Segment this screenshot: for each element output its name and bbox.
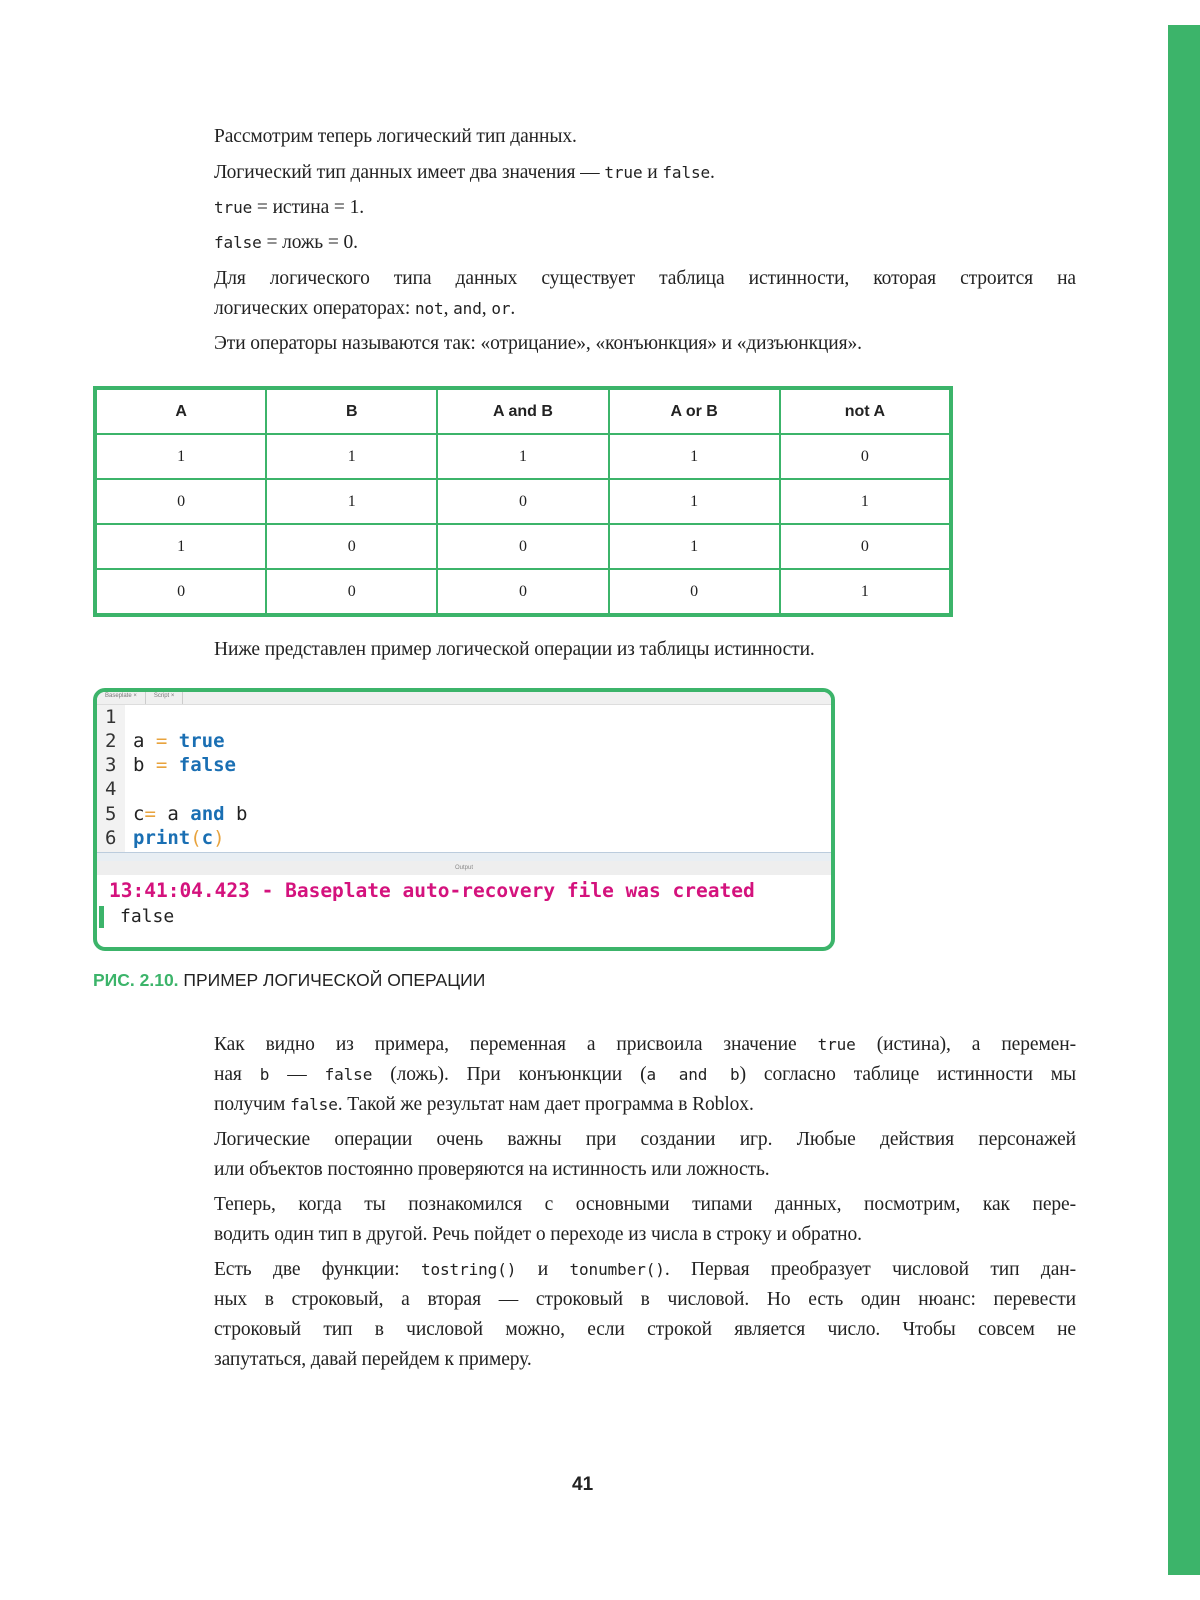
cell: 1 <box>780 479 951 524</box>
header-cell: A <box>95 388 266 434</box>
text-line <box>214 228 1076 258</box>
header-cell: B <box>266 388 437 434</box>
cell: 0 <box>437 479 608 524</box>
line-number: 3 <box>105 754 117 776</box>
text: — <box>269 1064 325 1085</box>
header-cell: not A <box>780 388 951 434</box>
text: Логический тип данных имеет два значения — <box>214 162 605 183</box>
cell: 0 <box>437 569 608 615</box>
text-line <box>214 1255 1076 1285</box>
token: and <box>190 803 225 825</box>
text-line: Ниже представлен пример логической операции из таблицы истинности. <box>214 639 815 660</box>
table-row <box>95 524 951 569</box>
figure-caption <box>93 970 485 991</box>
line-number: 6 <box>105 827 117 849</box>
text-line: Для логического типа данных существует таблица истинности, которая строится на <box>214 268 1076 289</box>
code-line <box>105 729 225 754</box>
text: , <box>481 298 492 319</box>
text-line <box>214 1060 1076 1090</box>
line-number: 4 <box>105 778 117 800</box>
text: = ложь = 0. <box>261 232 358 253</box>
output-line: false <box>99 906 831 928</box>
code-inline: false <box>290 1095 338 1114</box>
text-line: ных в строковый, а вторая — строковый в числовой. Но есть один нюанс: перевести <box>214 1289 1076 1310</box>
token: = <box>155 754 168 776</box>
text-line: Теперь, когда ты познакомился с основными типами данных, посмотрим, как пере- <box>214 1194 1076 1215</box>
text: Как видно из примера, переменная <box>214 1034 587 1055</box>
code-inline: or <box>491 299 511 318</box>
token: ) <box>213 827 225 849</box>
cell: 1 <box>266 479 437 524</box>
text-line: Рассмотрим теперь логический тип данных. <box>214 126 577 147</box>
code-line <box>105 777 133 802</box>
code-screenshot <box>93 688 835 951</box>
cell: 1 <box>95 524 266 569</box>
cell: 1 <box>609 479 780 524</box>
text: a <box>586 1034 596 1055</box>
line-number: 2 <box>105 730 117 752</box>
tab-baseplate: Baseplate × <box>97 692 146 704</box>
text-line: Логические операции очень важны при создании игр. Любые действия персонажей <box>214 1129 1076 1150</box>
text: , <box>443 298 454 319</box>
text: = истина = 1. <box>252 197 364 218</box>
cell: 0 <box>95 569 266 615</box>
cell: 0 <box>95 479 266 524</box>
token: false <box>178 754 236 776</box>
token: = <box>155 730 168 752</box>
figure-title: ПРИМЕР ЛОГИЧЕСКОЙ ОПЕРАЦИИ <box>178 970 486 990</box>
code-inline: true <box>214 198 253 217</box>
line-number: 1 <box>105 706 117 728</box>
text-line: Эти операторы называются так: «отрицание», «конъюнкция» и «дизъюнкция». <box>214 333 862 354</box>
cell: 0 <box>437 524 608 569</box>
text: ) согласно таблице истинности мы <box>739 1064 1077 1085</box>
cell: 1 <box>266 434 437 479</box>
code-inline: b <box>259 1065 270 1084</box>
cell: 0 <box>266 569 437 615</box>
cell: 0 <box>266 524 437 569</box>
tab-script: Script × <box>146 692 184 704</box>
cell: 0 <box>780 434 951 479</box>
code-line <box>105 826 225 851</box>
cell: 1 <box>437 434 608 479</box>
output-panel-header: Output <box>97 861 831 875</box>
text: и <box>642 162 663 183</box>
cell: 1 <box>95 434 266 479</box>
code-inline: a and b <box>646 1065 740 1084</box>
text: получим <box>214 1094 291 1115</box>
line-number: 5 <box>105 803 117 825</box>
text: . Такой же результат нам дает программа в Roblox. <box>337 1094 754 1115</box>
page-edge-green-bar <box>1168 25 1200 1575</box>
text-line: запутаться, давай перейдем к примеру. <box>214 1349 532 1370</box>
text: (истина), а перемен- <box>855 1034 1076 1055</box>
table-row <box>95 569 951 615</box>
token: c <box>133 803 145 825</box>
cell: 1 <box>780 569 951 615</box>
header-cell: A and B <box>437 388 608 434</box>
text: логических операторах: <box>214 298 415 319</box>
token: b <box>224 803 248 825</box>
text: присвоила значение <box>595 1034 818 1055</box>
code-inline: tostring() <box>420 1260 517 1279</box>
table-row <box>95 479 951 524</box>
page-number: 41 <box>572 1474 594 1495</box>
text: . Первая преобразует числовой тип дан- <box>664 1259 1076 1280</box>
cell: 0 <box>780 524 951 569</box>
table-row <box>95 434 951 479</box>
header-cell: A or B <box>609 388 780 434</box>
text: . <box>710 162 715 183</box>
token: b <box>133 754 156 776</box>
editor-tabs <box>97 692 831 705</box>
code-line <box>105 705 133 730</box>
code-inline: false <box>324 1065 373 1084</box>
text-line <box>214 1030 1076 1060</box>
code-inline: true <box>817 1035 856 1054</box>
token: true <box>178 730 225 752</box>
text-line <box>214 294 1076 324</box>
code-inline: and <box>453 299 482 318</box>
figure-label: РИС. 2.10. <box>93 970 179 990</box>
text-line <box>214 193 1076 223</box>
token: = <box>144 803 156 825</box>
code-editor <box>97 705 831 852</box>
code-inline: true <box>604 163 643 182</box>
token: a <box>167 803 191 825</box>
token: print <box>133 827 191 849</box>
text: Есть две функции: <box>214 1259 421 1280</box>
token: a <box>133 730 156 752</box>
code-line <box>105 753 236 778</box>
text: и <box>516 1259 570 1280</box>
cell: 1 <box>609 524 780 569</box>
token: c <box>201 827 214 849</box>
code-line <box>105 802 247 827</box>
text-line: водить один тип в другой. Речь пойдет о переходе из числа в строку и обратно. <box>214 1224 862 1245</box>
code-inline: false <box>214 233 262 252</box>
text-line <box>214 158 1076 188</box>
truth-table <box>93 386 953 617</box>
text: ная <box>214 1064 260 1085</box>
code-inline: not <box>414 299 444 318</box>
code-inline: false <box>662 163 711 182</box>
text: . <box>510 298 516 319</box>
token: ( <box>190 827 202 849</box>
cell: 1 <box>609 434 780 479</box>
text-line: или объектов постоянно проверяются на истинность или ложность. <box>214 1159 770 1180</box>
text: (ложь). При конъюнкции ( <box>372 1064 647 1085</box>
table-header-row <box>95 388 951 434</box>
code-inline: tonumber() <box>569 1260 665 1279</box>
horizontal-scrollbar[interactable] <box>97 852 831 861</box>
text-line: строковый тип в числовой можно, если строкой является число. Чтобы совсем не <box>214 1319 1076 1340</box>
text-line <box>214 1090 1076 1120</box>
output-line: 13:41:04.423 - Baseplate auto-recovery file was created <box>109 879 755 902</box>
cell: 0 <box>609 569 780 615</box>
